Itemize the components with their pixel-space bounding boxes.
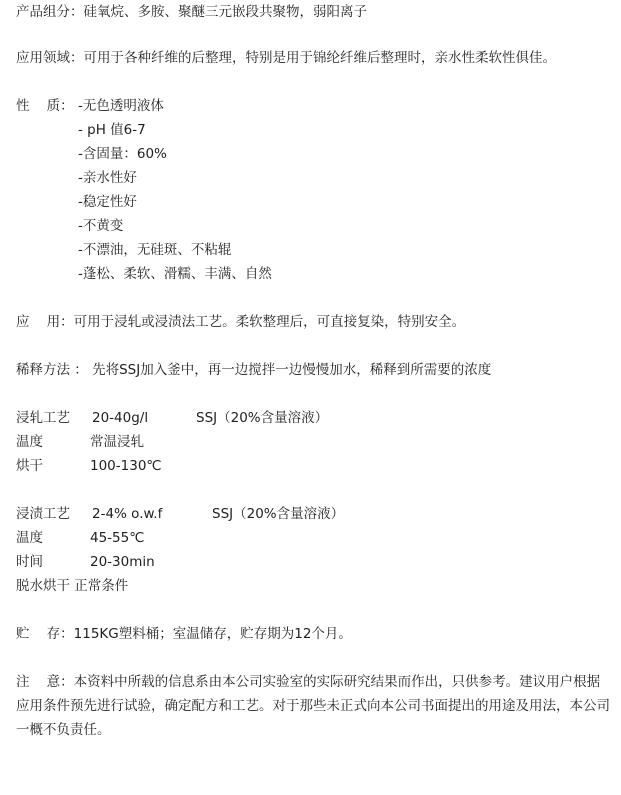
application-field-line: 应用领域：可用于各种纤维的后整理，特别是用于锦纶纤维后整理时，亲水性柔软性俱佳。 xyxy=(16,50,556,66)
property-item: -不黄变 xyxy=(78,218,124,234)
property-item: -蓬松、柔软、滑糯、丰满、自然 xyxy=(78,266,272,282)
exhaust-process-dosage: 2-4% o.w.f xyxy=(92,506,163,522)
property-item: -亲水性好 xyxy=(78,170,137,186)
row-value: 20-30min xyxy=(90,554,155,570)
composition-line: 产品组分：硅氧烷、多胺、聚醚三元嵌段共聚物，弱阳离子 xyxy=(16,4,367,20)
property-item: - pH 值6-7 xyxy=(78,122,146,138)
padding-process-product: SSJ（20%含量溶液） xyxy=(196,410,329,426)
storage-line: 贮 存：115KG塑料桶；室温储存，贮存期为12个月。 xyxy=(16,626,352,642)
row-value: 45-55℃ xyxy=(90,530,145,546)
row-label: 烘干 xyxy=(16,458,43,474)
property-item: -含固量：60% xyxy=(78,146,167,162)
property-item: -不漂油，无硅斑、不粘辊 xyxy=(78,242,232,258)
row-label: 温度 xyxy=(16,530,43,546)
dilution-line: 稀释方法 ： 先将SSJ加入釜中，再一边搅拌一边慢慢加水，稀释到所需要的浓度 xyxy=(16,362,492,378)
row-value: 常温浸轧 xyxy=(90,434,144,450)
exhaust-process-title: 浸渍工艺 xyxy=(16,506,70,522)
row-value: 100-130℃ xyxy=(90,458,162,474)
properties-label: 性 质： xyxy=(16,98,74,114)
padding-process-title: 浸轧工艺 xyxy=(16,410,70,426)
property-item: -稳定性好 xyxy=(78,194,137,210)
usage-line: 应 用：可用于浸轧或浸渍法工艺。柔软整理后，可直接复染，特别安全。 xyxy=(16,314,466,330)
padding-process-dosage: 20-40g/l xyxy=(92,410,149,426)
row-label: 时间 xyxy=(16,554,43,570)
exhaust-process-product: SSJ（20%含量溶液） xyxy=(212,506,345,522)
notice-paragraph: 注 意：本资料中所载的信息系由本公司实验室的实际研究结果而作出，只供参考。建议用户根据应用条件预先进行试验，确定配方和工艺。对于那些未正式向本公司书面提出的用途及用法，本公司一概不负责任。 xyxy=(16,674,610,738)
exhaust-process-footer: 脱水烘干 正常条件 xyxy=(16,578,129,594)
property-item: -无色透明液体 xyxy=(78,98,164,114)
row-label: 温度 xyxy=(16,434,43,450)
